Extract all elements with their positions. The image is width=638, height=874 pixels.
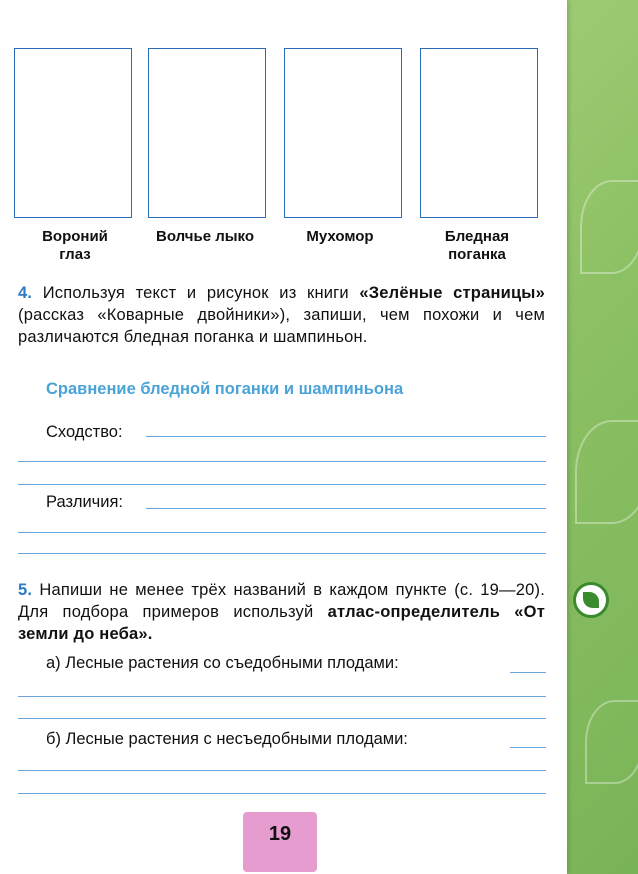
task-4-text-part: Используя текст и рисунок из книги [42, 284, 349, 302]
answer-line[interactable] [146, 508, 546, 509]
answer-line[interactable] [18, 770, 546, 771]
caption-line: Бледная [444, 228, 510, 245]
comparison-heading: Сравнение бледной поганки и шампиньона [46, 380, 404, 398]
answer-line[interactable] [18, 553, 546, 554]
item-a-label: а) Лесные растения со съедобными плодами: [46, 654, 399, 672]
caption-mukhomor [275, 228, 405, 246]
task-5-text [18, 579, 545, 645]
drawing-frame-1[interactable] [14, 48, 132, 218]
leaf-decoration-1 [580, 180, 638, 274]
leaf-icon [573, 582, 609, 618]
answer-line[interactable] [146, 436, 546, 437]
atlas-title: атлас-определитель «От земли до неба». [18, 603, 545, 643]
answer-line[interactable] [18, 532, 546, 533]
task-4-text-part: (рассказ «Коварные двойники»), запиши, чем похожи и чем различаются бледная поганка и шампиньон. [18, 306, 545, 346]
drawing-frame-3[interactable] [284, 48, 402, 218]
answer-line[interactable] [18, 718, 546, 719]
task-4-number: 4. [18, 284, 33, 302]
task-5-number: 5. [18, 581, 33, 599]
caption-voroniy-glaz [10, 228, 140, 264]
answer-line[interactable] [510, 672, 546, 673]
answer-line[interactable] [510, 747, 546, 748]
task-4-text [18, 282, 545, 348]
answer-line[interactable] [18, 793, 546, 794]
page-number: 19 [243, 812, 317, 872]
drawing-frame-2[interactable] [148, 48, 266, 218]
similarity-label: Сходство: [46, 423, 123, 441]
caption-line: Волчье лыко [155, 228, 255, 245]
caption-line: поганка [448, 246, 506, 263]
caption-blednaya-poganka [412, 228, 542, 264]
caption-volchye-lyko [140, 228, 270, 246]
task-5-text-part: Напиши не менее трёх названий в каждом пункте (с. 19—20). Для подбора примеров используй [18, 581, 545, 621]
drawing-frame-4[interactable] [420, 48, 538, 218]
caption-line: Мухомор [306, 228, 374, 245]
caption-line: Вороний [42, 228, 108, 245]
differences-label: Различия: [46, 493, 124, 511]
answer-line[interactable] [18, 461, 546, 462]
answer-line[interactable] [18, 696, 546, 697]
leaf-decoration-3 [585, 700, 638, 784]
answer-line[interactable] [18, 484, 546, 485]
book-title: «Зелёные страницы» [359, 284, 545, 302]
leaf-decoration-2 [575, 420, 638, 524]
item-b-label: б) Лесные растения с несъедобными плодами: [46, 730, 408, 748]
caption-line: глаз [59, 246, 91, 263]
